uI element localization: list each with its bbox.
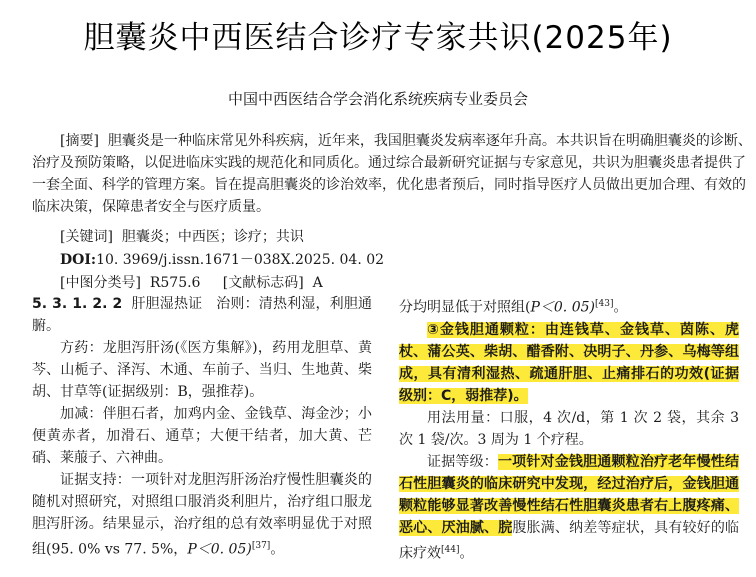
left-column [32,293,372,561]
author-organization: 中国中西医结合学会消化系统疾病专业委员会 [227,90,528,108]
citation-ref: [43] [594,299,614,309]
doc-code-value: A [312,275,323,291]
section-heading [32,293,372,337]
abstract-block [32,130,756,218]
abstract-paragraph [32,130,756,218]
doi-value: 10. 3969/j.issn.1671－038X.2025. 04. 02 [96,252,385,268]
section-rule: 治则：清热利湿，利胆通腑。 [32,296,373,334]
right-column [399,293,739,564]
p-value: P＜0. 05) [187,541,252,558]
item3-paragraph [399,319,739,407]
evidence-text: 证据支持：一项针对龙胆泻肝汤治疗慢性胆囊炎的随机对照研究，对照组口服消炎利胆片，治疗组口服龙胆泻肝汤。结果显示，治疗组的总有效率明显优于对照组(95. 0% vs 77. 5%， [32,472,372,558]
continued-paragraph [399,293,739,319]
doi-line [60,249,384,269]
formula-paragraph: 方药：龙胆泻肝汤(《医方集解》)，药用龙胆草、黄芩、山栀子、泽泻、木通、车前子、当归、生地黄、柴胡、甘草等(证据级别：B，强推荐)。 [32,340,372,400]
evidence-level-label: 证据等级： [427,453,498,470]
abstract-label: [摘要] [60,133,99,149]
classification-line [60,272,323,292]
usage-paragraph: 用法用量：口服，4 次/d，第 1 次 2 袋，其余 3 次 1 袋/次。3 周为 1 个疗程。 [399,409,739,448]
abstract-text: 胆囊炎是一种临床常见外科疾病，近年来，我国胆囊炎发病率逐年升高。本共识旨在明确胆囊炎的诊断、治疗及预防策略，以促进临床实践的规范化和同质化。通过综合最新研究证据与专家意见，共识为胆囊炎患者提供了一套全面、科学的管理方案。旨在提高胆囊炎的诊治效率，优化患者预后，同时指导医疗人员做出更加合理、有效的临床决策，保障患者安全与医疗质量。 [32,133,752,215]
section-number: 5. 3. 1. 2. 2 [32,296,123,312]
citation-ref: [37] [251,541,271,551]
page-title: 胆囊炎中西医结合诊疗专家共识(2025年) [83,20,673,56]
evidence-rest: 腹胀满、纳差等症状，具有较好的临床疗效 [399,519,740,562]
keywords-label: [关键词] [60,229,113,245]
modification-paragraph: 加减：伴胆石者，加鸡内金、金钱草、海金沙；小便黄赤者，加滑石、通草；大便干结者，加大黄、芒硝、莱菔子、六神曲。 [32,406,372,466]
keywords-text: 胆囊炎；中西医；诊疗；共识 [121,229,304,245]
evidence-paragraph [32,469,372,561]
evidence-end: 。 [270,541,285,558]
p-value: P＜0. 05) [530,299,595,316]
doc-code-label: [文献标志码] [222,275,304,291]
citation-ref: [44] [441,544,460,555]
evidence-level-paragraph [399,451,739,565]
keywords-line [60,226,304,246]
clc-value: R575.6 [149,275,201,291]
evidence-end: 。 [459,545,474,562]
highlighted-evidence: 一项针对金钱胆通颗粒治疗老年慢性结石性胆囊炎的临床研究中发现，经过治疗后，金钱胆通颗粒能够显著改善慢性结石性胆囊炎患者右上腹疼痛、恶心、厌油腻、脘 [399,453,739,536]
continued-text: 分均明显低于对照组( [399,299,531,316]
section-title: 肝胆湿热证 [131,296,203,312]
continued-end: 。 [613,299,628,316]
doi-label: DOI: [60,252,97,268]
highlighted-item3: ③金钱胆通颗粒：由连钱草、金钱草、茵陈、虎杖、蒲公英、柴胡、醋香附、决明子、丹参、乌梅等组成，具有清利湿热、疏通肝胆、止痛排石的功效(证据级别：C，弱推荐)。 [399,321,739,404]
clc-label: [中图分类号] [60,275,141,291]
